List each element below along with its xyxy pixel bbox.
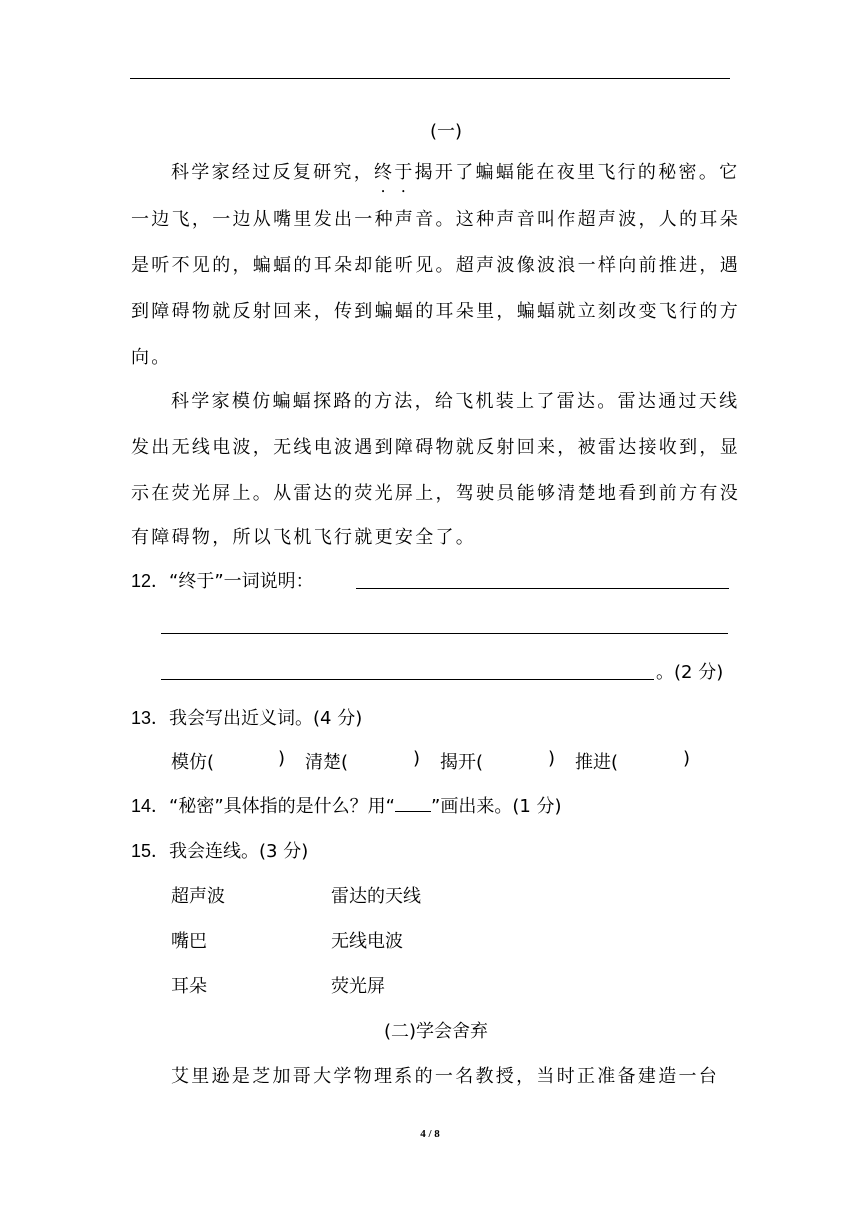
match-left-1[interactable]: 超声波	[171, 886, 225, 907]
paragraph-2-line-3: 示在荧光屏上。从雷达的荧光屏上，驾驶员能够清楚地看到前方有没	[131, 483, 740, 504]
question-14: 14．“秘密”具体指的是什么？用“ ”画出来。(1 分)	[131, 796, 562, 817]
synonym-item-2[interactable]: 清楚(	[305, 752, 349, 773]
match-right-1[interactable]: 雷达的天线	[331, 886, 421, 907]
underline-sample	[395, 811, 431, 812]
paragraph-1-line-2: 一边飞，一边从嘴里发出一种声音。这种声音叫作超声波，人的耳朵	[131, 209, 740, 230]
paragraph-2-line-2: 发出无线电波，无线电波遇到障碍物就反射回来，被雷达接收到，显	[131, 437, 740, 458]
question-15: 15．我会连线。(3 分)	[131, 841, 309, 862]
paragraph-1-line-1: 科学家经过反复研究，终于揭开了蝙蝠能在夜里飞行的秘密。它	[171, 162, 740, 183]
match-right-3[interactable]: 荧光屏	[331, 976, 385, 997]
section-heading: (一)	[430, 121, 463, 142]
paragraph-1-line-5: 向。	[131, 347, 172, 368]
answer-line-12c[interactable]	[161, 679, 654, 680]
synonym-item-1[interactable]: 模仿(	[171, 752, 215, 773]
question-12: 12．“终于”一词说明：	[131, 571, 314, 592]
answer-line-12b[interactable]	[161, 633, 728, 634]
synonym-item-4[interactable]: 推进(	[575, 752, 619, 773]
answer-line-12a[interactable]	[356, 588, 729, 589]
section-2-line-1: 艾里逊是芝加哥大学物理系的一名教授，当时正准备建造一台	[171, 1066, 720, 1087]
synonym-item-4-close: )	[683, 748, 691, 769]
paragraph-2-line-4: 有障碍物，所以飞机飞行就更安全了。	[131, 527, 477, 548]
paragraph-1-line-4: 到障碍物就反射回来，传到蝙蝠的耳朵里，蝙蝠就立刻改变飞行的方	[131, 301, 740, 322]
match-left-2[interactable]: 嘴巴	[171, 931, 207, 952]
synonym-item-3-close: )	[548, 748, 556, 769]
question-12-score: 。(2 分)	[656, 662, 724, 683]
section-2-heading: (二)学会舍弃	[384, 1021, 489, 1042]
page-number: 4 / 8	[420, 1128, 440, 1140]
synonym-item-3[interactable]: 揭开(	[440, 752, 484, 773]
synonym-item-2-close: )	[413, 748, 421, 769]
synonym-item-1-close: )	[278, 748, 286, 769]
match-left-3[interactable]: 耳朵	[171, 976, 207, 997]
match-right-2[interactable]: 无线电波	[331, 931, 403, 952]
header-rule	[130, 78, 730, 79]
question-13: 13．我会写出近义词。(4 分)	[131, 708, 363, 729]
paragraph-1-line-3: 是听不见的，蝙蝠的耳朵却能听见。超声波像波浪一样向前推进，遇	[131, 255, 740, 276]
paragraph-2-line-1: 科学家模仿蝙蝠探路的方法，给飞机装上了雷达。雷达通过天线	[171, 391, 740, 412]
